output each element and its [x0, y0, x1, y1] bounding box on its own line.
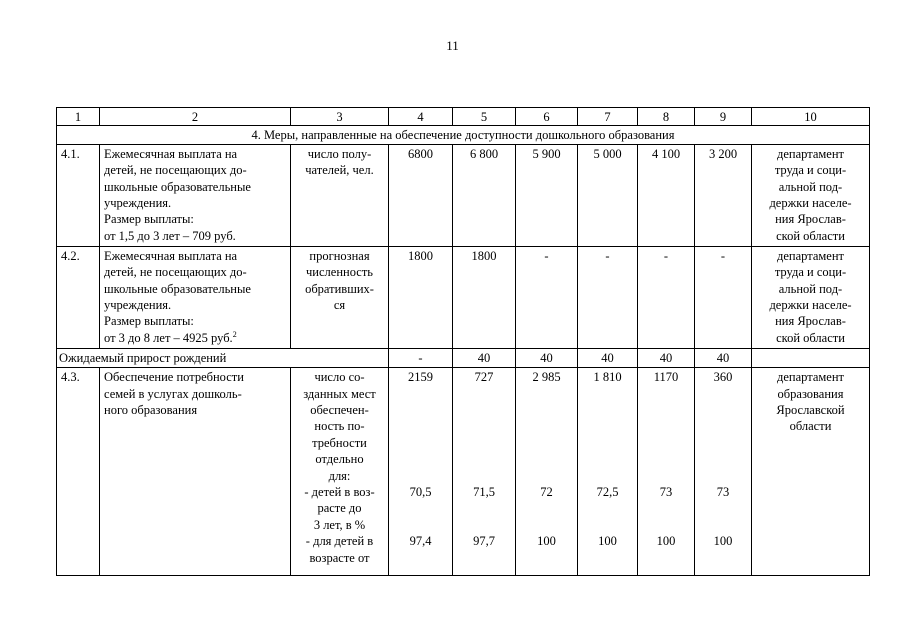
- header-cell: 7: [578, 108, 638, 126]
- value-cell: 6800: [389, 144, 453, 246]
- value-cell: -: [516, 246, 578, 348]
- row-number: 4.2.: [57, 246, 100, 348]
- value-cell: 5 000: [578, 144, 638, 246]
- value-stack: 1 810 72,5 100: [578, 368, 638, 576]
- value-stack: 2159 70,5 97,4: [389, 368, 453, 576]
- table-row: [57, 348, 870, 367]
- measure-description: Ежемесячная выплата на детей, не посещающих до- школьные образовательные учреждения. Размер выплаты: от 3 до 8 лет – 4925 руб.$^2$: [100, 246, 291, 348]
- header-cell: 10: [752, 108, 870, 126]
- value-stack: 2 985 72 100: [516, 368, 578, 576]
- value-cell: 4 100: [638, 144, 695, 246]
- value-cell: -: [695, 246, 752, 348]
- responsible-department: департамент образования Ярославской области: [752, 368, 870, 576]
- value-cell: 1800: [389, 246, 453, 348]
- row-number: 4.1.: [57, 144, 100, 246]
- header-cell: 5: [453, 108, 516, 126]
- responsible-department: департамент труда и соци- альной под- держки населе- ния Ярослав- ской области: [752, 246, 870, 348]
- value-stack: 1170 73 100: [638, 368, 695, 576]
- value-cell: 3 200: [695, 144, 752, 246]
- table-row: [57, 246, 870, 348]
- indicator: число со- зданных мест обеспечен- ность по- требности отдельно для: - детей в воз- расте до 3 лет, в % - для детей в возрасте от: [291, 368, 389, 576]
- header-cell: 2: [100, 108, 291, 126]
- section-title-row: [57, 126, 870, 144]
- header-cell: 4: [389, 108, 453, 126]
- row-number: 4.3.: [57, 368, 100, 576]
- measures-table: [56, 107, 870, 576]
- indicator: число полу- чателей, чел.: [291, 144, 389, 246]
- header-cell: 3: [291, 108, 389, 126]
- births-label: Ожидаемый прирост рождений: [57, 348, 389, 367]
- table-row: [57, 144, 870, 246]
- value-cell: 40: [453, 348, 516, 367]
- value-cell: -: [578, 246, 638, 348]
- page-number: 11: [446, 38, 459, 53]
- header-cell: 9: [695, 108, 752, 126]
- value-cell: 6 800: [453, 144, 516, 246]
- header-cell: 8: [638, 108, 695, 126]
- value-cell: -: [638, 246, 695, 348]
- value-cell: 40: [516, 348, 578, 367]
- value-cell: 40: [695, 348, 752, 367]
- value-cell: 1800: [453, 246, 516, 348]
- measure-description: Обеспечение потребности семей в услугах дошколь- ного образования: [100, 368, 291, 576]
- header-cell: 6: [516, 108, 578, 126]
- footnote-marker: 2: [232, 329, 237, 339]
- empty-cell: [752, 348, 870, 367]
- table-row: [57, 368, 870, 576]
- header-row: [57, 108, 870, 126]
- indicator: прогнозная численность обративших- ся: [291, 246, 389, 348]
- value-stack: 360 73 100: [695, 368, 752, 576]
- value-cell: 40: [638, 348, 695, 367]
- responsible-department: департамент труда и соци- альной под- держки населе- ния Ярослав- ской области: [752, 144, 870, 246]
- header-cell: 1: [57, 108, 100, 126]
- value-stack: 727 71,5 97,7: [453, 368, 516, 576]
- section-title: 4. Меры, направленные на обеспечение доступности дошкольного образования: [57, 126, 870, 144]
- value-cell: 40: [578, 348, 638, 367]
- value-cell: 5 900: [516, 144, 578, 246]
- measure-description: Ежемесячная выплата на детей, не посещающих до- школьные образовательные учреждения. Размер выплаты: от 1,5 до 3 лет – 709 руб.: [100, 144, 291, 246]
- value-cell: -: [389, 348, 453, 367]
